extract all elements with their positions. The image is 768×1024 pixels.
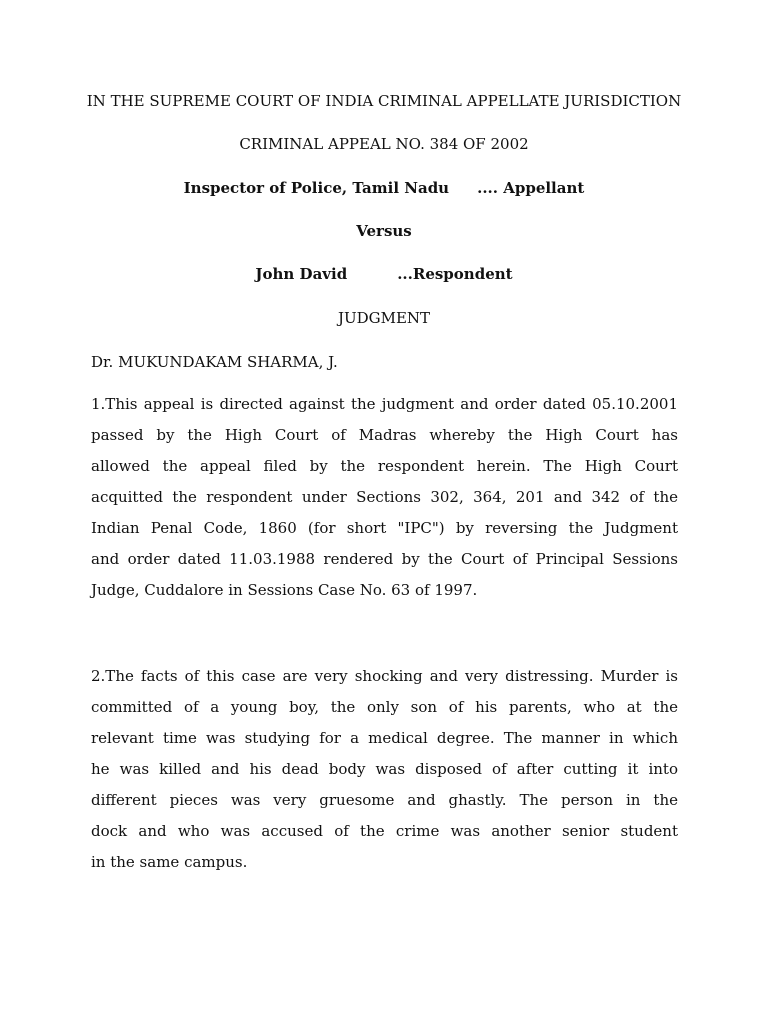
- paragraph-2-line: dock and who was accused of the crime was another senior student: [91, 822, 678, 840]
- paragraph-2-line: relevant time was studying for a medical degree. The manner in which: [91, 729, 678, 747]
- paragraph-1-line: and order dated 11.03.1988 rendered by the Court of Principal Sessions: [91, 550, 678, 568]
- paragraph-1-line: Indian Penal Code, 1860 (for short "IPC") by reversing the Judgment: [91, 519, 678, 537]
- paragraph-2-line: he was killed and his dead body was disposed of after cutting it into: [91, 760, 678, 778]
- paragraph-1-line: allowed the appeal filed by the respondent herein. The High Court: [91, 457, 678, 475]
- paragraph-1-line: 1.This appeal is directed against the judgment and order dated 05.10.2001: [91, 395, 678, 413]
- paragraph-2-line: 2.The facts of this case are very shocking and very distressing. Murder is: [91, 667, 678, 685]
- appellant-role: .... Appellant: [477, 179, 585, 197]
- paragraph-2-line: different pieces was very gruesome and ghastly. The person in the: [91, 791, 678, 809]
- appeal-number: CRIMINAL APPEAL NO. 384 OF 2002: [239, 135, 529, 153]
- parties-respondent-line: [0, 264, 768, 284]
- paragraph-1-line: Judge, Cuddalore in Sessions Case No. 63 of 1997.: [91, 581, 478, 599]
- versus-label: Versus: [356, 222, 412, 240]
- paragraph-2: [91, 661, 678, 878]
- paragraph-1-line: acquitted the respondent under Sections 302, 364, 201 and 342 of the: [91, 488, 678, 506]
- paragraph-2-line: in the same campus.: [91, 853, 248, 871]
- parties-appellant-line: [0, 178, 768, 198]
- paragraph-2-line: committed of a young boy, the only son of his parents, who at the: [91, 698, 678, 716]
- paragraph-1: [91, 389, 678, 606]
- paragraph-1-line: passed by the High Court of Madras whereby the High Court has: [91, 426, 678, 444]
- respondent-role: ...Respondent: [397, 265, 513, 283]
- judgment-heading: JUDGMENT: [337, 309, 431, 327]
- court-heading: IN THE SUPREME COURT OF INDIA CRIMINAL APPELLATE JURISDICTION: [86, 92, 682, 110]
- judge-name: Dr. MUKUNDAKAM SHARMA, J.: [91, 353, 338, 371]
- appellant-name: Inspector of Police, Tamil Nadu: [183, 179, 450, 197]
- respondent-name: John David: [255, 265, 348, 283]
